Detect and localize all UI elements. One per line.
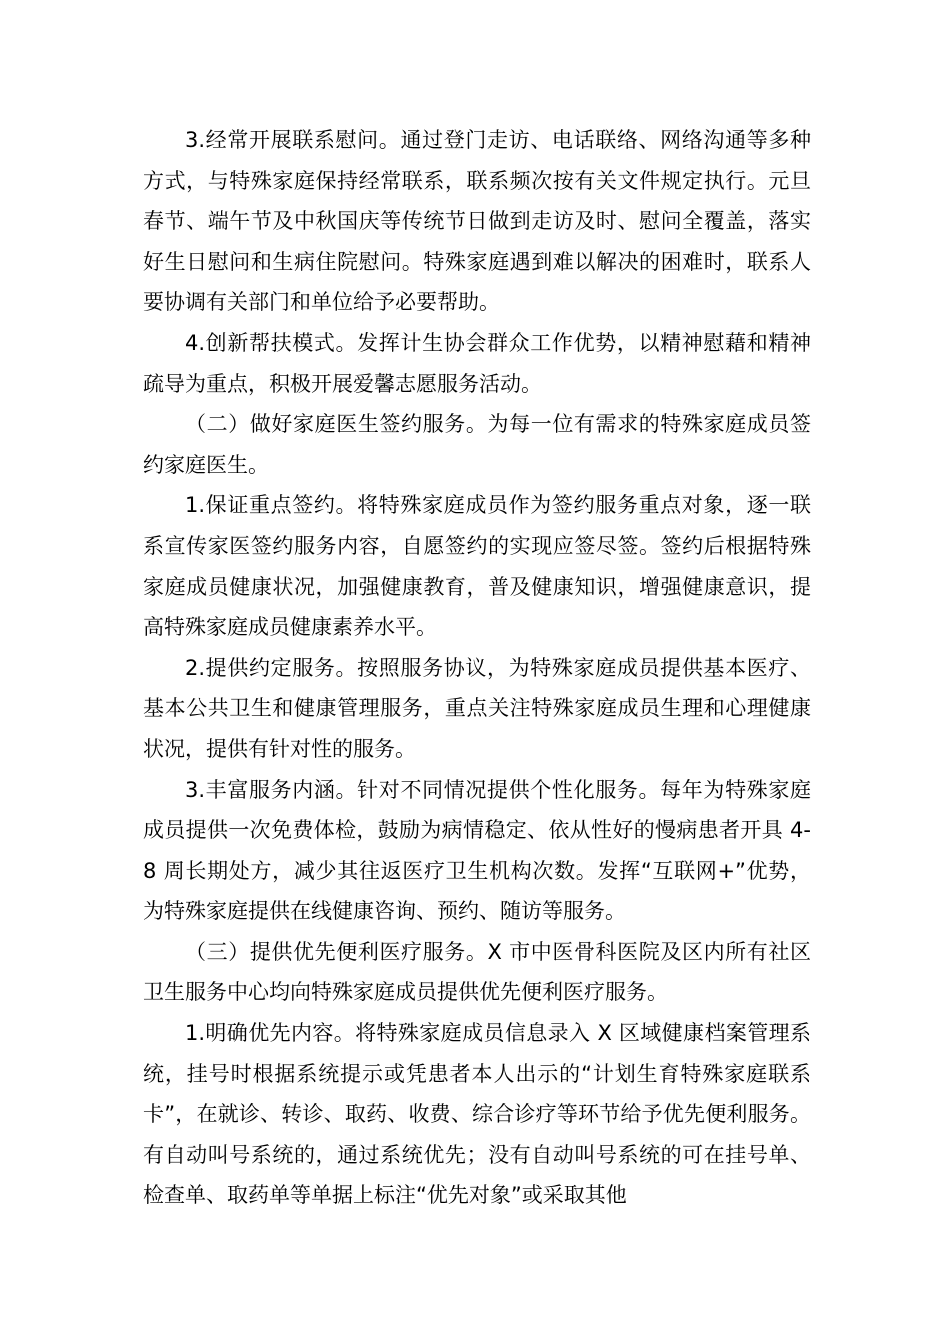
document-body [143,120,811,1216]
paragraph-agreed-services: 2.提供约定服务。按照服务协议，为特殊家庭成员提供基本医疗、基本公共卫生和健康管理服务，重点关注特殊家庭成员生理和心理健康状况，提供有针对性的服务。 [143,655,811,761]
paragraph-priority-content: 1.明确优先内容。将特殊家庭成员信息录入 X 区域健康档案管理系统，挂号时根据系统提示或凭患者本人出示的“计划生育特殊家庭联系卡”，在就诊、转诊、取药、收费、综合诊疗等环节给予优先便利服务。有自动叫号系统的，通过系统优先；没有自动叫号系统的可在挂号单、检查单、取药单等单据上标注“优先对象”或采取其他 [143,1021,811,1208]
paragraph-service-content: 3.丰富服务内涵。针对不同情况提供个性化服务。每年为特殊家庭成员提供一次免费体检，鼓励为病情稳定、依从性好的慢病患者开具 4-8 周长期处方，减少其往返医疗卫生机构次数。发挥“互联网+”优势，为特殊家庭提供在线健康咨询、预约、随访等服务。 [143,777,811,924]
paragraph-section-family-doctor: （二）做好家庭医生签约服务。为每一位有需求的特殊家庭成员签约家庭医生。 [143,412,811,477]
paragraph-assistance-mode: 4.创新帮扶模式。发挥计生协会群众工作优势，以精神慰藉和精神疏导为重点，积极开展爱馨志愿服务活动。 [143,330,811,396]
paragraph-section-priority-medical: （三）提供优先便利医疗服务。X 市中医骨科医院及区内所有社区卫生服务中心均向特殊家庭成员提供优先便利医疗服务。 [143,939,811,1005]
paragraph-visit-contact: 3.经常开展联系慰问。通过登门走访、电话联络、网络沟通等多种方式，与特殊家庭保持经常联系，联系频次按有关文件规定执行。元旦春节、端午节及中秋国庆等传统节日做到走访及时、慰问全覆盖，落实好生日慰问和生病住院慰问。特殊家庭遇到难以解决的困难时，联系人要协调有关部门和单位给予必要帮助。 [143,128,811,315]
paragraph-key-signing: 1.保证重点签约。将特殊家庭成员作为签约服务重点对象，逐一联系宣传家医签约服务内容，自愿签约的实现应签尽签。签约后根据特殊家庭成员健康状况，加强健康教育，普及健康知识，增强健康意识，提高特殊家庭成员健康素养水平。 [143,493,811,640]
